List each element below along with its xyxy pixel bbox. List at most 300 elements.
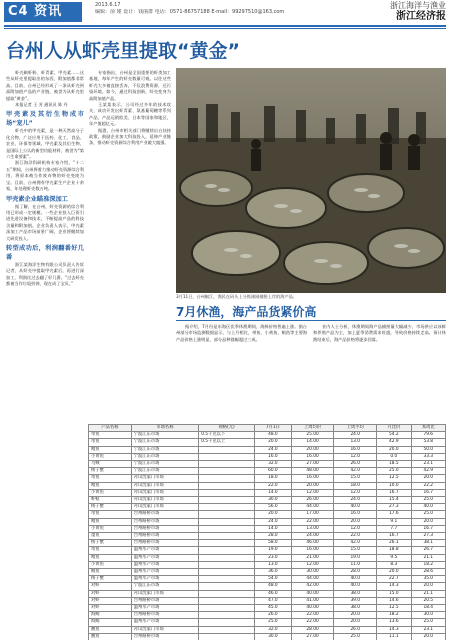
table-row [89,633,446,640]
table-cell: 小黄鱼 [89,453,132,460]
table-cell: 14.0 [255,525,292,532]
table-row [89,504,446,511]
table-cell: 19.0 [255,547,292,554]
table-cell: 温州水产市场 [131,605,199,612]
table-header-cell: 规格(元) [199,425,255,432]
table-cell: 44.00 [291,504,334,511]
table-cell: 14.3 [377,583,411,590]
table-cell [199,489,255,496]
table-cell: 18.8 [377,547,411,554]
table-cell: 20.0 [255,511,292,518]
table-row [89,533,446,540]
table-cell: 40.0 [334,583,377,590]
table-cell: 台州路桥市场 [131,511,199,518]
subheading: 甲壳素及其衍生物成市场“宠儿” [6,111,84,128]
table-cell: 48.0 [255,432,292,439]
table-cell [199,533,255,540]
table-row [89,482,446,489]
table-row [89,475,446,482]
table-cell: 20.0 [411,583,445,590]
table-cell: 18.2 [377,612,411,619]
table-row [89,569,446,576]
paper-box [318,1,446,23]
table-cell: 56.0 [255,504,292,511]
table-cell: 28.0 [334,569,377,576]
table-cell: 26.0 [255,612,292,619]
table-cell: 23.0 [255,554,292,561]
table-cell: 梭子蟹 [89,468,132,475]
table-cell: 12.0 [334,489,377,496]
paragraph: 据悉，台州市相关部门将继续出台扶持政策，鼓励企业加大科技投入，延伸产业链条，推动虾壳资源综合利用产业做大做强。 [89,127,171,146]
table-cell [199,461,255,468]
table-cell: 舟山沈家门市场 [131,475,199,482]
subheading: 甲壳素企业瞄准深加工 [6,195,68,203]
table-cell: 台州路桥市场 [131,633,199,640]
paragraph: 据介绍，7月份是东海区伏季休渔期间，海鲜价格普遍上涨。据台州部分市场监测数据显示，与上月相比，带鱼、小黄鱼、鲳鱼等主要海产品价格上涨明显，部分品种涨幅超过三成。 [176,324,307,342]
table-cell: 38.0 [334,605,377,612]
table-row [89,446,446,453]
table-cell: 15.0 [334,547,377,554]
table-cell: 小黄鱼 [89,561,132,568]
table-cell: 42.9 [411,468,445,475]
table-cell [199,576,255,583]
table-cell: 13.0 [334,439,377,446]
table-cell: 对虾 [89,590,132,597]
table-cell: 26.0 [334,461,377,468]
table-cell: 10.0 [377,482,411,489]
table-cell: 鲳鱼 [89,482,132,489]
table-cell [199,619,255,626]
table-cell: 14.6 [377,597,411,604]
table-cell: 台州路桥市场 [131,525,199,532]
table-cell: 24.0 [255,446,292,453]
table-row [89,554,446,561]
paragraph: 浙江海洋科研机构专家介绍，“十二五”期间，台州将着力推动虾壳资源综合利用，将原本被当作废弃物的虾壳变废为宝。目前，台州拥有甲壳素生产企业十余家，年处理虾壳数万吨。 [6,160,84,192]
table-cell: 带鱼 [89,547,132,554]
table-cell: 22.0 [255,482,292,489]
page-headline: 台州人从虾壳里提取“黄金” [6,40,240,62]
table-cell [199,612,255,619]
table-cell: 40.00 [291,605,334,612]
table-cell [199,597,255,604]
table-cell: 梭子蟹 [89,504,132,511]
table-body [89,432,446,640]
table-row [89,619,446,626]
table-cell: 海鳗 [89,619,132,626]
table-header-cell: 产品名称 [89,425,132,432]
table-cell: 40.0 [334,576,377,583]
table-cell: 20.0 [411,633,445,640]
table-cell [199,518,255,525]
table-cell: 带鱼 [89,439,132,446]
table-row [89,453,446,460]
table-row [89,432,446,439]
table-cell: 墨鱼 [89,533,132,540]
table-cell: 鮸鱼 [89,633,132,640]
table-cell [199,590,255,597]
masthead [0,0,450,24]
table-cell: 38.0 [334,590,377,597]
table-cell: 48.00 [291,468,334,475]
table-cell: 16.7 [377,489,411,496]
table-cell: 舟山沈家门市场 [131,504,199,511]
table-cell: 13.6 [377,619,411,626]
table-header-cell: 本周比 [411,425,445,432]
table-cell: 16.0 [334,511,377,518]
table-cell: 54.2 [377,432,411,439]
table-cell: 20.0 [334,619,377,626]
table-cell: 20.0 [334,612,377,619]
article-column-right-b [313,324,446,422]
table-cell: 27.3 [377,504,411,511]
table-cell: 9.5 [377,554,411,561]
table-cell: 16.0 [334,446,377,453]
news-photo [176,68,446,293]
section-tag [4,2,82,22]
table-cell: 33.3 [411,453,445,460]
subheading: 转型成功后，利润翻番好几番 [6,244,84,261]
table-cell: 22.7 [377,576,411,583]
table-cell [199,504,255,511]
table-cell: 温州水产市场 [131,547,199,554]
table-cell: 对虾 [89,597,132,604]
table-cell: 20.0 [411,475,445,482]
table-cell: 19.0 [334,554,377,561]
table-cell: 20.0 [377,446,411,453]
table-cell: 14.3 [377,626,411,633]
table-cell: 21.00 [291,554,334,561]
table-cell: 鲳鱼 [89,518,132,525]
table-cell: 带鱼 [89,432,132,439]
table-cell: 12.00 [291,561,334,568]
table-cell: 28.0 [255,533,292,540]
table-cell: 20.0 [411,518,445,525]
table-cell: 14.00 [291,439,334,446]
table-cell: 25.0 [334,633,377,640]
table-row [89,497,446,504]
table-cell [199,561,255,568]
table-cell: 8.3 [377,561,411,568]
table-cell: 带鱼 [89,511,132,518]
article-column-left [6,70,84,636]
table-cell: 47.0 [255,597,292,604]
table-row [89,583,446,590]
table-row [89,605,446,612]
table-cell: 25.0 [377,468,411,475]
table-cell: 28.00 [291,626,334,633]
table-cell: 宁波江东市场 [131,453,199,460]
table-cell: 40.0 [334,504,377,511]
table-cell: 30.00 [291,569,334,576]
table-cell: 宁波江东市场 [131,468,199,475]
table-cell: 24.0 [255,518,292,525]
table-cell: 26.0 [334,626,377,633]
table-cell: 梭子蟹 [89,576,132,583]
table-cell: 20.00 [291,482,334,489]
table-cell: 16.00 [291,547,334,554]
paper-section: 浙江海洋与渔业 [390,1,446,10]
table-cell: 26.00 [291,497,334,504]
table-cell: 16.00 [291,475,334,482]
price-table-wrap [88,424,446,639]
table-cell: 15.4 [377,497,411,504]
table-cell: 温州水产市场 [131,619,199,626]
table-cell: 25.0 [411,619,445,626]
table-cell: 舟山沈家门市场 [131,497,199,504]
table-cell [199,633,255,640]
table-cell: 15.0 [334,475,377,482]
editor-line: 编辑：俞 瑾 设计：钱丽群 电话：0571-86757188 E-mail：99297510@163.com [95,9,285,15]
table-row [89,511,446,518]
table-cell: 20.0 [377,569,411,576]
table-cell: 13.0 [255,561,292,568]
table-cell: 42.0 [334,468,377,475]
table-row [89,612,446,619]
table-cell: 7.7 [377,525,411,532]
table-cell [199,547,255,554]
table-row [89,590,446,597]
price-table [88,424,446,640]
paragraph: 专家指出，台州是全国重要的虾类加工基地，每年产生的虾壳数量可观。以往这些虾壳大多被直接丢弃，不仅浪费资源，还污染环境。如今，通过科技创新，虾壳变身为高附加值产品。 [89,70,171,101]
table-cell: 44.00 [291,576,334,583]
table-cell: 20.0 [334,518,377,525]
table-cell: 台州路桥市场 [131,533,199,540]
table-cell: 20.00 [291,446,334,453]
section-title: 资讯 [34,4,63,19]
table-cell: 40.00 [291,590,334,597]
byline: 本报记者 王 芳 通讯员 陈 丹 [15,102,68,108]
table-cell: 42.00 [291,583,334,590]
table-cell: 舟山沈家门市场 [131,489,199,496]
table-cell: 对虾 [89,583,132,590]
masthead-rule [4,25,446,27]
table-cell: 12.0 [334,453,377,460]
table-cell [199,511,255,518]
article-column-mid [89,70,171,420]
table-cell: 带鱼 [89,475,132,482]
table-cell: 温州水产市场 [131,554,199,561]
masthead-rule-thin [4,28,446,29]
table-cell: 54.0 [255,576,292,583]
table-header-row [89,425,446,432]
table-cell: 60.0 [255,468,292,475]
table-row [89,518,446,525]
table-cell: 28.6 [411,569,445,576]
table-cell: 温州水产市场 [131,561,199,568]
table-cell: 0.5千克以下 [199,432,255,439]
table-cell: 46.0 [255,590,292,597]
table-cell: 79.6 [411,432,445,439]
section-code: C4 [8,4,29,19]
table-cell: 16.0 [255,453,292,460]
table-cell: 舟山沈家门市场 [131,626,199,633]
table-cell: 温州水产市场 [131,569,199,576]
table-cell: 14.0 [255,489,292,496]
table-cell [199,540,255,547]
table-cell: 梭子蟹 [89,540,132,547]
table-cell: 宁波江东市场 [131,446,199,453]
table-cell [199,468,255,475]
table-cell: 鮸鱼 [89,626,132,633]
table-cell [199,482,255,489]
table-cell: 25.0 [411,497,445,504]
table-row [89,626,446,633]
table-cell: 17.00 [291,511,334,518]
table-cell: 温州水产市场 [131,576,199,583]
table-cell: 39.0 [334,597,377,604]
article-headline-2: 7月休渔，海产品货紧价高 [176,305,446,321]
paragraph: 据了解，在台州，虾壳资源的综合利用已形成一定规模。一些企业投入巨资引进先进设备和技术，不断提高产品的科技含量和附加值。企业负责人表示，甲壳素深加工产品市场前景广阔，企业将继续加大研发投入。 [6,203,84,241]
table-cell [199,554,255,561]
table-cell [199,446,255,453]
table-cell: 30.0 [255,497,292,504]
table-cell: 虾蛄 [89,497,132,504]
table-cell: 13.00 [291,525,334,532]
table-cell [199,569,255,576]
table-cell: 42.9 [377,439,411,446]
table-cell: 22.0 [334,533,377,540]
table-cell: 25.00 [291,432,334,439]
table-cell: 宁波江东市场 [131,432,199,439]
table-cell: 台州路桥市场 [131,597,199,604]
table-row [89,561,446,568]
table-cell: 16.7 [377,533,411,540]
table-cell: 30.0 [255,633,292,640]
table-cell: 12.5 [377,475,411,482]
table-cell: 小黄鱼 [89,525,132,532]
table-cell: 舟山沈家门市场 [131,482,199,489]
table-cell: 鲳鱼 [89,554,132,561]
table-cell: 45.0 [255,605,292,612]
table-cell: 50.0 [411,446,445,453]
table-cell [199,475,255,482]
table-cell [199,583,255,590]
table-cell: 27.3 [411,533,445,540]
table-cell: 18.0 [334,482,377,489]
table-cell [199,525,255,532]
table-cell: 21.1 [411,554,445,561]
table-header-cell: 月比价 [377,425,411,432]
table-cell: 鲳鱼 [89,446,132,453]
table-cell: 23.1 [411,461,445,468]
table-cell: 海鳗 [89,612,132,619]
table-cell: 22.00 [291,518,334,525]
table-row [89,597,446,604]
table-cell: 53.8 [411,439,445,446]
table-cell: 18.0 [255,475,292,482]
table-cell: 22.00 [291,619,334,626]
table-cell: 12.00 [291,489,334,496]
table-cell: 48.0 [255,583,292,590]
table-cell: 35.0 [411,576,445,583]
table-cell: 台州路桥市场 [131,612,199,619]
table-cell: 26.1 [377,540,411,547]
table-cell: 11.1 [377,633,411,640]
table-cell: 对虾 [89,605,132,612]
table-row [89,489,446,496]
paper-name: 浙江经济报 [396,11,446,22]
table-cell: 乌贼 [89,461,132,468]
table-cell: 12.0 [334,525,377,532]
table-cell [199,497,255,504]
table-cell: 58.0 [255,540,292,547]
table-header-cell: 市场名称 [131,425,199,432]
table-cell: 鳗鱼 [89,569,132,576]
table-cell: 36.0 [255,569,292,576]
table-cell: 42.0 [334,540,377,547]
table-cell: 0.5千克以上 [199,439,255,446]
table-cell: 小黄鱼 [89,489,132,496]
table-cell: 23.1 [411,626,445,633]
table-cell: 台州路桥市场 [131,518,199,525]
table-cell: 24.0 [334,432,377,439]
paragraph: 浙江某海洋生物有限公司负责人告诉记者，从虾壳中提取甲壳素后，再进行深加工，利润比过去翻了好几番。“过去虾壳都被当作垃圾扔掉，现在成了宝贝。” [6,261,84,287]
table-cell: 46.00 [291,540,334,547]
table-cell: 9.1 [377,518,411,525]
table-row [89,547,446,554]
table-cell: 40.0 [411,504,445,511]
table-cell: 27.00 [291,461,334,468]
table-row [89,468,446,475]
table-cell: 30.0 [411,612,445,619]
table-cell: 17.6 [377,511,411,518]
table-row [89,540,446,547]
table-row [89,525,446,532]
table-cell [199,453,255,460]
table-header-cell: 7月1日 [255,425,292,432]
table-cell: 24.00 [291,533,334,540]
table-cell: 38.1 [411,540,445,547]
table-cell: 宁波江东市场 [131,461,199,468]
table-cell: 18.4 [411,605,445,612]
fish-market-photo [176,68,446,293]
table-cell: 32.0 [255,461,292,468]
section-info [95,2,315,16]
table-cell: 24.0 [334,497,377,504]
table-cell: 22.00 [291,612,334,619]
table-cell: 25.0 [411,511,445,518]
table-cell [199,605,255,612]
table-row [89,439,446,446]
table-cell: 舟山沈家门市场 [131,590,199,597]
table-cell: 26.7 [411,547,445,554]
table-cell: 16.7 [411,489,445,496]
table-cell: 41.00 [291,597,334,604]
table-cell: 20.0 [255,439,292,446]
table-cell: 22.2 [411,482,445,489]
table-row [89,461,446,468]
photo-caption: 3月11日，台州椒江，渔民在码头上分拣刚刚捕捞上岸的海产品。 [176,294,298,299]
table-cell: 16.00 [291,453,334,460]
table-cell: 25.0 [255,619,292,626]
table-cell: 18.2 [411,561,445,568]
paragraph: 虾壳中的甲壳素，是一种天然高分子化合物，广泛应用于医药、化工、食品、农业、环保等领域。甲壳素及其衍生物，是国际上公认的新型功能材料，被誉为“第六生命要素”。 [6,128,84,160]
table-header-cell: 上周平均 [334,425,377,432]
table-cell: 0.0 [377,453,411,460]
table-cell: 20.5 [411,597,445,604]
table-cell: 12.5 [377,605,411,612]
paragraph: 业内人士分析，休渔期间海产品捕捞量大幅减少，市场供应以冰鲜和养殖产品为主，加上夏季消费需求旺盛，导致价格持续走高。预计休渔结束后，海产品价格将逐步回落。 [313,324,446,342]
table-cell: 16.7 [411,525,445,532]
table-cell: 21.1 [411,590,445,597]
table-cell: 15.0 [377,590,411,597]
table-cell [199,626,255,633]
issue-date: 2013.6.17 [95,2,121,8]
table-cell: 宁波江东市场 [131,583,199,590]
table-cell: 18.5 [377,461,411,468]
table-header-cell: 上周均价 [291,425,334,432]
table-cell: 宁波江东市场 [131,439,199,446]
